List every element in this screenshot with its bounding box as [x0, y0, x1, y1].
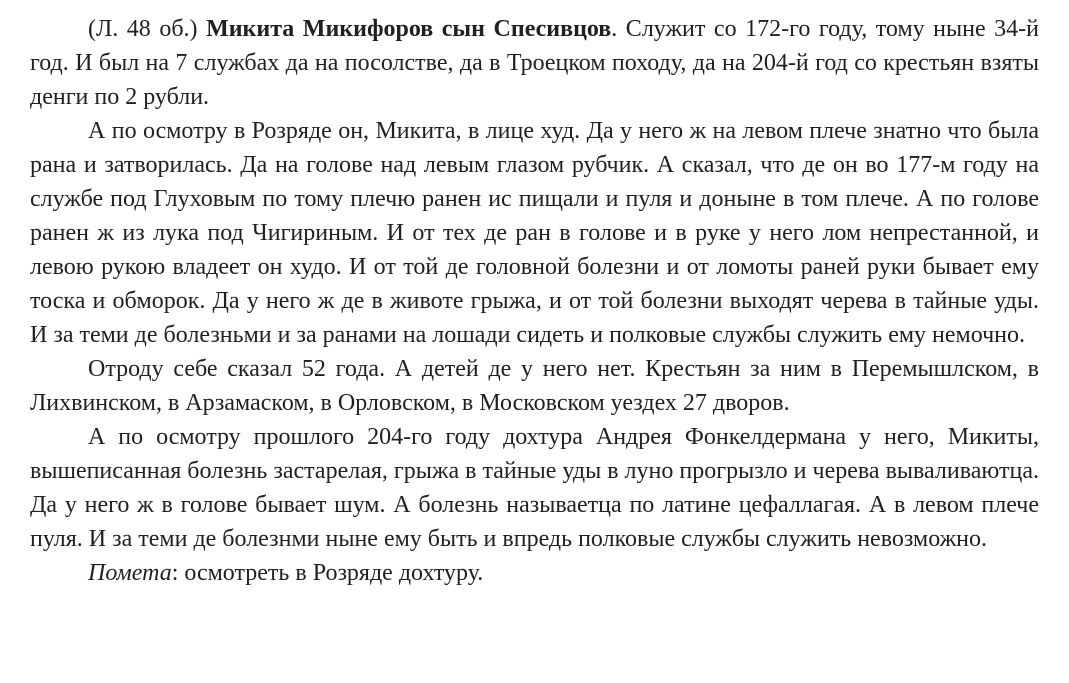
- paragraph-record-header: [30, 12, 1039, 114]
- folio-reference: (Л. 48 об.): [88, 16, 207, 42]
- person-name: Микита Микифоров сын Спесивцов: [206, 16, 612, 42]
- service-record-text: . Служит со 172-го году, тому ныне 34-й год. И был на 7 службах да на посолстве, да в Троецком походу, да на 204-й год со крестьян взяты денги по 2 рубли.: [30, 16, 1039, 110]
- note-label: Помета: [88, 560, 172, 586]
- paragraph-note: [30, 556, 1039, 590]
- paragraph-examination: А по осмотру в Розряде он, Микита, в лице худ. Да у него ж на левом плече знатно что была рана и затворилась. Да на голове над левым глазом рубчик. А сказал, что де он во 177-м году на службе под Глуховым по тому плечю ранен ис пищали и пуля и доныне в том плече. А по голове ранен ж из лука под Чигириным. И от тех де ран в голове и в руке у него лом непрестанной, и левою рукою владеет он худо. И от той де головной болезни и от ломоты раней руки бывает ему тоска и обморок. Да у него ж де в животе грыжа, и от той болезни выходят черева в тайные уды. И за теми де болезньми и за ранами на лошади сидеть и полковые службы служить ему немочно.: [30, 118, 1039, 348]
- note-text: : осмотреть в Розряде дохтуру.: [171, 560, 484, 586]
- paragraph-age-and-estates: Отроду себе сказал 52 года. А детей де у него нет. Крестьян за ним в Перемышлском, в Лихвинском, в Арзамаском, в Орловском, в Московском уездех 27 дворов.: [30, 356, 1039, 416]
- paragraph-doctor-examination: А по осмотру прошлого 204-го году дохтура Андрея Фонкелдермана у него, Микиты, вышеписанная болезнь застарелая, грыжа в тайные уды в луно прогрызло и черева вываливаютца. Да у него ж в голове бывает шум. А болезнь называетца по латине цефаллагая. А в левом плече пуля. И за теми де болезнми ныне ему быть и впредь полковые службы служить невозможно.: [30, 424, 1039, 552]
